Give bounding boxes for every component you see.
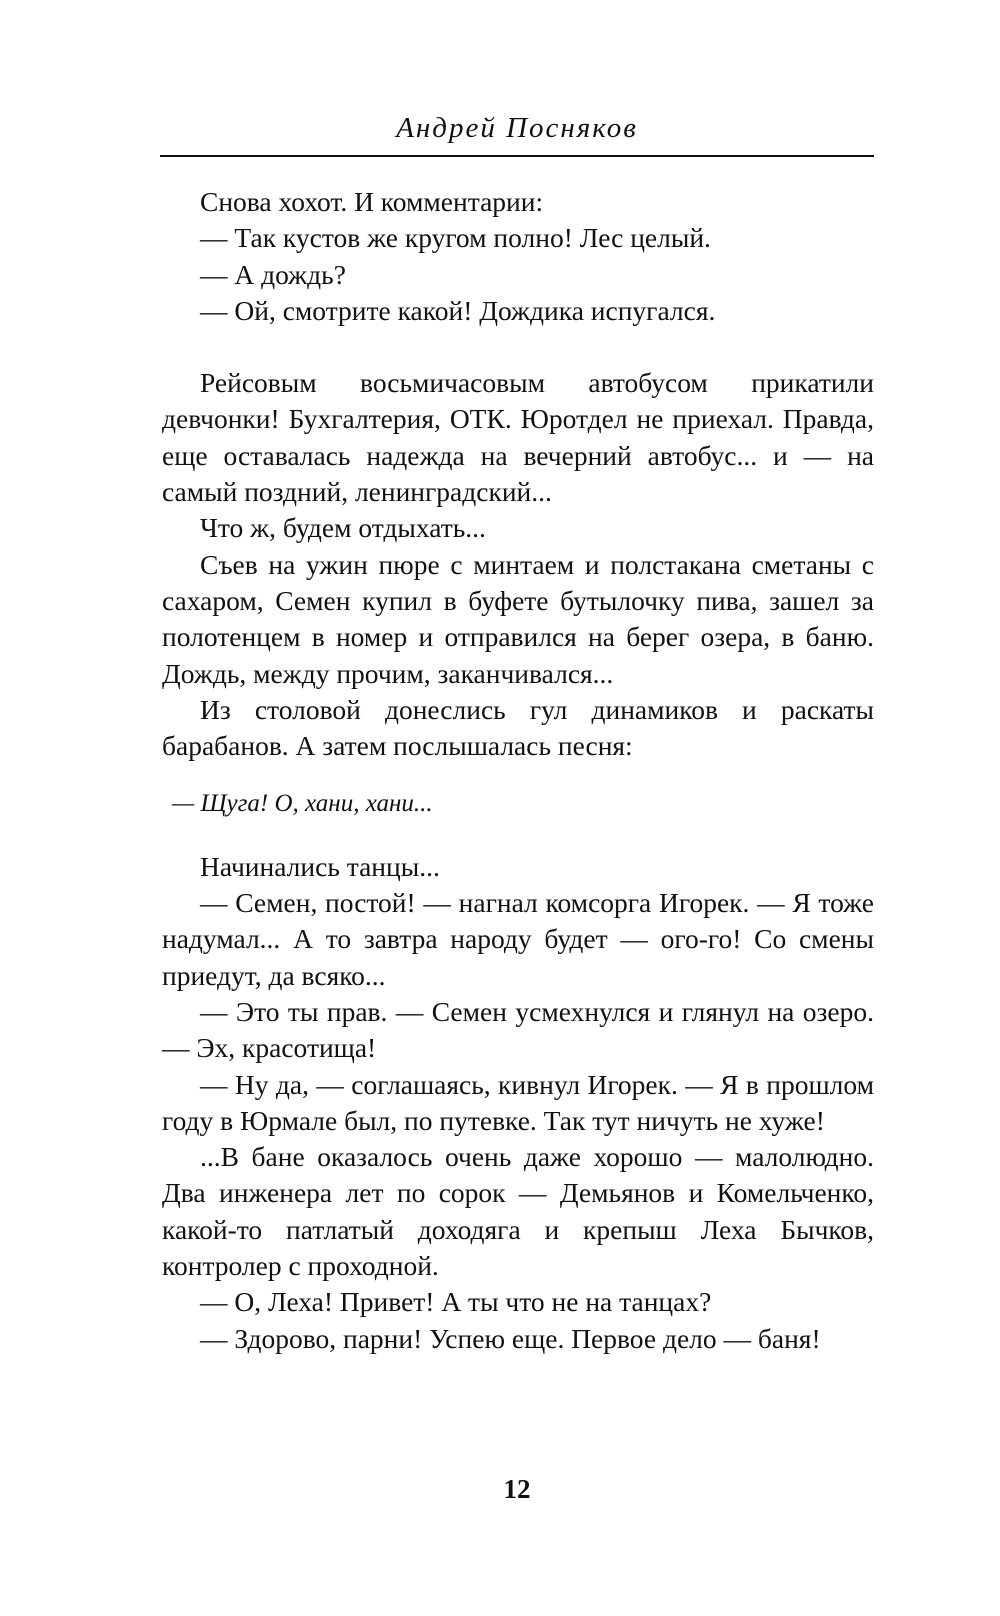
paragraph: Съев на ужин пюре с минтаем и полстакана сметаны с сахаром, Семен купил в буфете бутылочку пива, зашел за полотенцем в номер и отправился на берег озера, в баню. Дождь, между прочим, заканчивался... (162, 548, 874, 689)
paragraph: Из столовой донеслись гул динамиков и раскаты барабанов. А затем послышалась песня: (162, 693, 874, 762)
song-line: — Щуга! О, хани, хани... (172, 790, 433, 818)
dialogue-line: — О, Леха! Привет! А ты что не на танцах? (200, 1286, 712, 1318)
running-head-author: Андрей Посняков (396, 112, 638, 144)
page-number: 12 (503, 1474, 531, 1504)
paragraph: Начинались танцы... (200, 850, 440, 882)
dialogue-line: — А дождь? (200, 258, 346, 290)
dialogue-line: — Семен, постой! — нагнал комсорга Игорек. — Я тоже надумал... А то завтра народу будет — ого-го! Со смены приедут, да всяко... (162, 887, 874, 991)
paragraph: Снова хохот. И комментарии: (200, 186, 544, 217)
paragraph: Что ж, будем отдыхать... (200, 512, 486, 544)
dialogue-line: — Это ты прав. — Семен усмехнулся и глянул на озеро. — Эх, красотища! (162, 995, 874, 1064)
header-rule (160, 155, 874, 157)
page-body (162, 184, 874, 1357)
paragraph: ...В бане оказалось очень даже хорошо — малолюдно. Два инженера лет по сорок — Демьянов и Комельченко, какой-то патлатый доходяга и крепыш Леха Бычков, контролер с проходной. (162, 1141, 874, 1282)
dialogue-line: — Так кустов же кругом полно! Лес целый. (200, 222, 711, 254)
dialogue-line: — Ой, смотрите какой! Дождика испугался. (200, 294, 716, 326)
paragraph: Рейсовым восьмичасовым автобусом прикатили девчонки! Бухгалтерия, ОТК. Юротдел не приехал. Правда, еще оставалась надежда на вечерний автобус... и — на самый поздний, ленинградский... (162, 367, 874, 508)
dialogue-line: — Ну да, — соглашаясь, кивнул Игорек. — Я в прошлом году в Юрмале был, по путевке. Так тут ничуть не хуже! (162, 1068, 874, 1136)
dialogue-line: — Здорово, парни! Успею еще. Первое дело — баня! (200, 1322, 821, 1354)
